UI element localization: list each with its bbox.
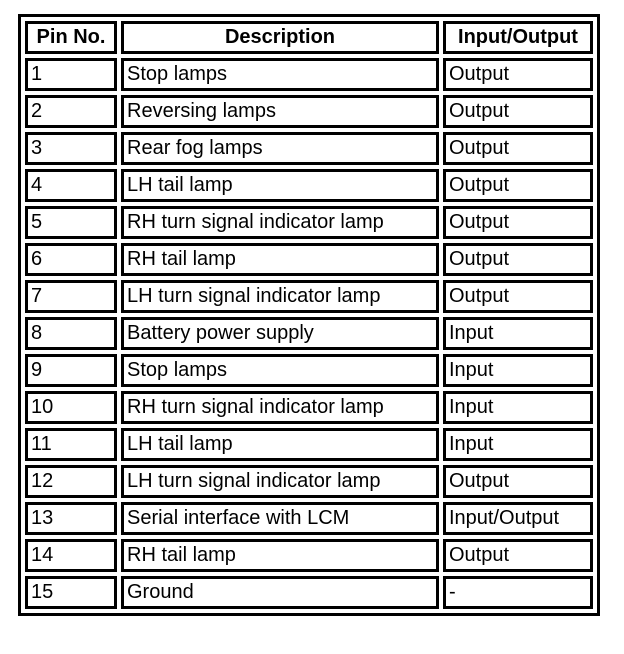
table-row: [25, 428, 593, 461]
input-output-cell: Input/Output: [443, 502, 593, 535]
description-cell: LH tail lamp: [121, 428, 439, 461]
pin-number-cell: 1: [25, 58, 117, 91]
pin-number-cell: 12: [25, 465, 117, 498]
pin-number-cell: 5: [25, 206, 117, 239]
input-output-cell: Output: [443, 95, 593, 128]
description-cell: Ground: [121, 576, 439, 609]
pin-number-cell: 3: [25, 132, 117, 165]
pin-number-cell: 7: [25, 280, 117, 313]
description-cell: LH tail lamp: [121, 169, 439, 202]
input-output-cell: -: [443, 576, 593, 609]
table-row: [25, 502, 593, 535]
table-row: [25, 169, 593, 202]
description-cell: RH tail lamp: [121, 539, 439, 572]
pin-number-cell: 2: [25, 95, 117, 128]
table-row: [25, 243, 593, 276]
pin-number-cell: 15: [25, 576, 117, 609]
table-container: [18, 14, 600, 616]
table-row: [25, 132, 593, 165]
table-row: [25, 280, 593, 313]
pin-table: [18, 14, 600, 616]
table-row: [25, 391, 593, 424]
description-cell: Rear fog lamps: [121, 132, 439, 165]
input-output-cell: Output: [443, 465, 593, 498]
description-cell: Serial interface with LCM: [121, 502, 439, 535]
input-output-cell: Output: [443, 243, 593, 276]
input-output-cell: Output: [443, 206, 593, 239]
description-cell: Reversing lamps: [121, 95, 439, 128]
pin-number-cell: 13: [25, 502, 117, 535]
input-output-header: Input/Output: [443, 21, 593, 54]
input-output-cell: Output: [443, 169, 593, 202]
input-output-cell: Output: [443, 58, 593, 91]
table-row: [25, 539, 593, 572]
table-row: [25, 58, 593, 91]
input-output-cell: Output: [443, 132, 593, 165]
header-row: [25, 21, 593, 54]
pin-number-cell: 9: [25, 354, 117, 387]
pin-number-cell: 11: [25, 428, 117, 461]
input-output-cell: Input: [443, 317, 593, 350]
table-row: [25, 465, 593, 498]
table-row: [25, 576, 593, 609]
table-body: [25, 58, 593, 609]
description-cell: RH turn signal indicator lamp: [121, 206, 439, 239]
pin-number-cell: 4: [25, 169, 117, 202]
description-header: Description: [121, 21, 439, 54]
input-output-cell: Input: [443, 354, 593, 387]
description-cell: Stop lamps: [121, 354, 439, 387]
input-output-cell: Input: [443, 428, 593, 461]
description-cell: LH turn signal indicator lamp: [121, 465, 439, 498]
table-row: [25, 206, 593, 239]
pin-number-cell: 14: [25, 539, 117, 572]
input-output-cell: Output: [443, 539, 593, 572]
description-cell: Stop lamps: [121, 58, 439, 91]
input-output-cell: Output: [443, 280, 593, 313]
table-row: [25, 354, 593, 387]
description-cell: RH turn signal indicator lamp: [121, 391, 439, 424]
table-row: [25, 95, 593, 128]
input-output-cell: Input: [443, 391, 593, 424]
description-cell: RH tail lamp: [121, 243, 439, 276]
table-row: [25, 317, 593, 350]
pin-number-cell: 6: [25, 243, 117, 276]
description-cell: Battery power supply: [121, 317, 439, 350]
pin-number-cell: 8: [25, 317, 117, 350]
pin-no-header: Pin No.: [25, 21, 117, 54]
description-cell: LH turn signal indicator lamp: [121, 280, 439, 313]
pin-number-cell: 10: [25, 391, 117, 424]
